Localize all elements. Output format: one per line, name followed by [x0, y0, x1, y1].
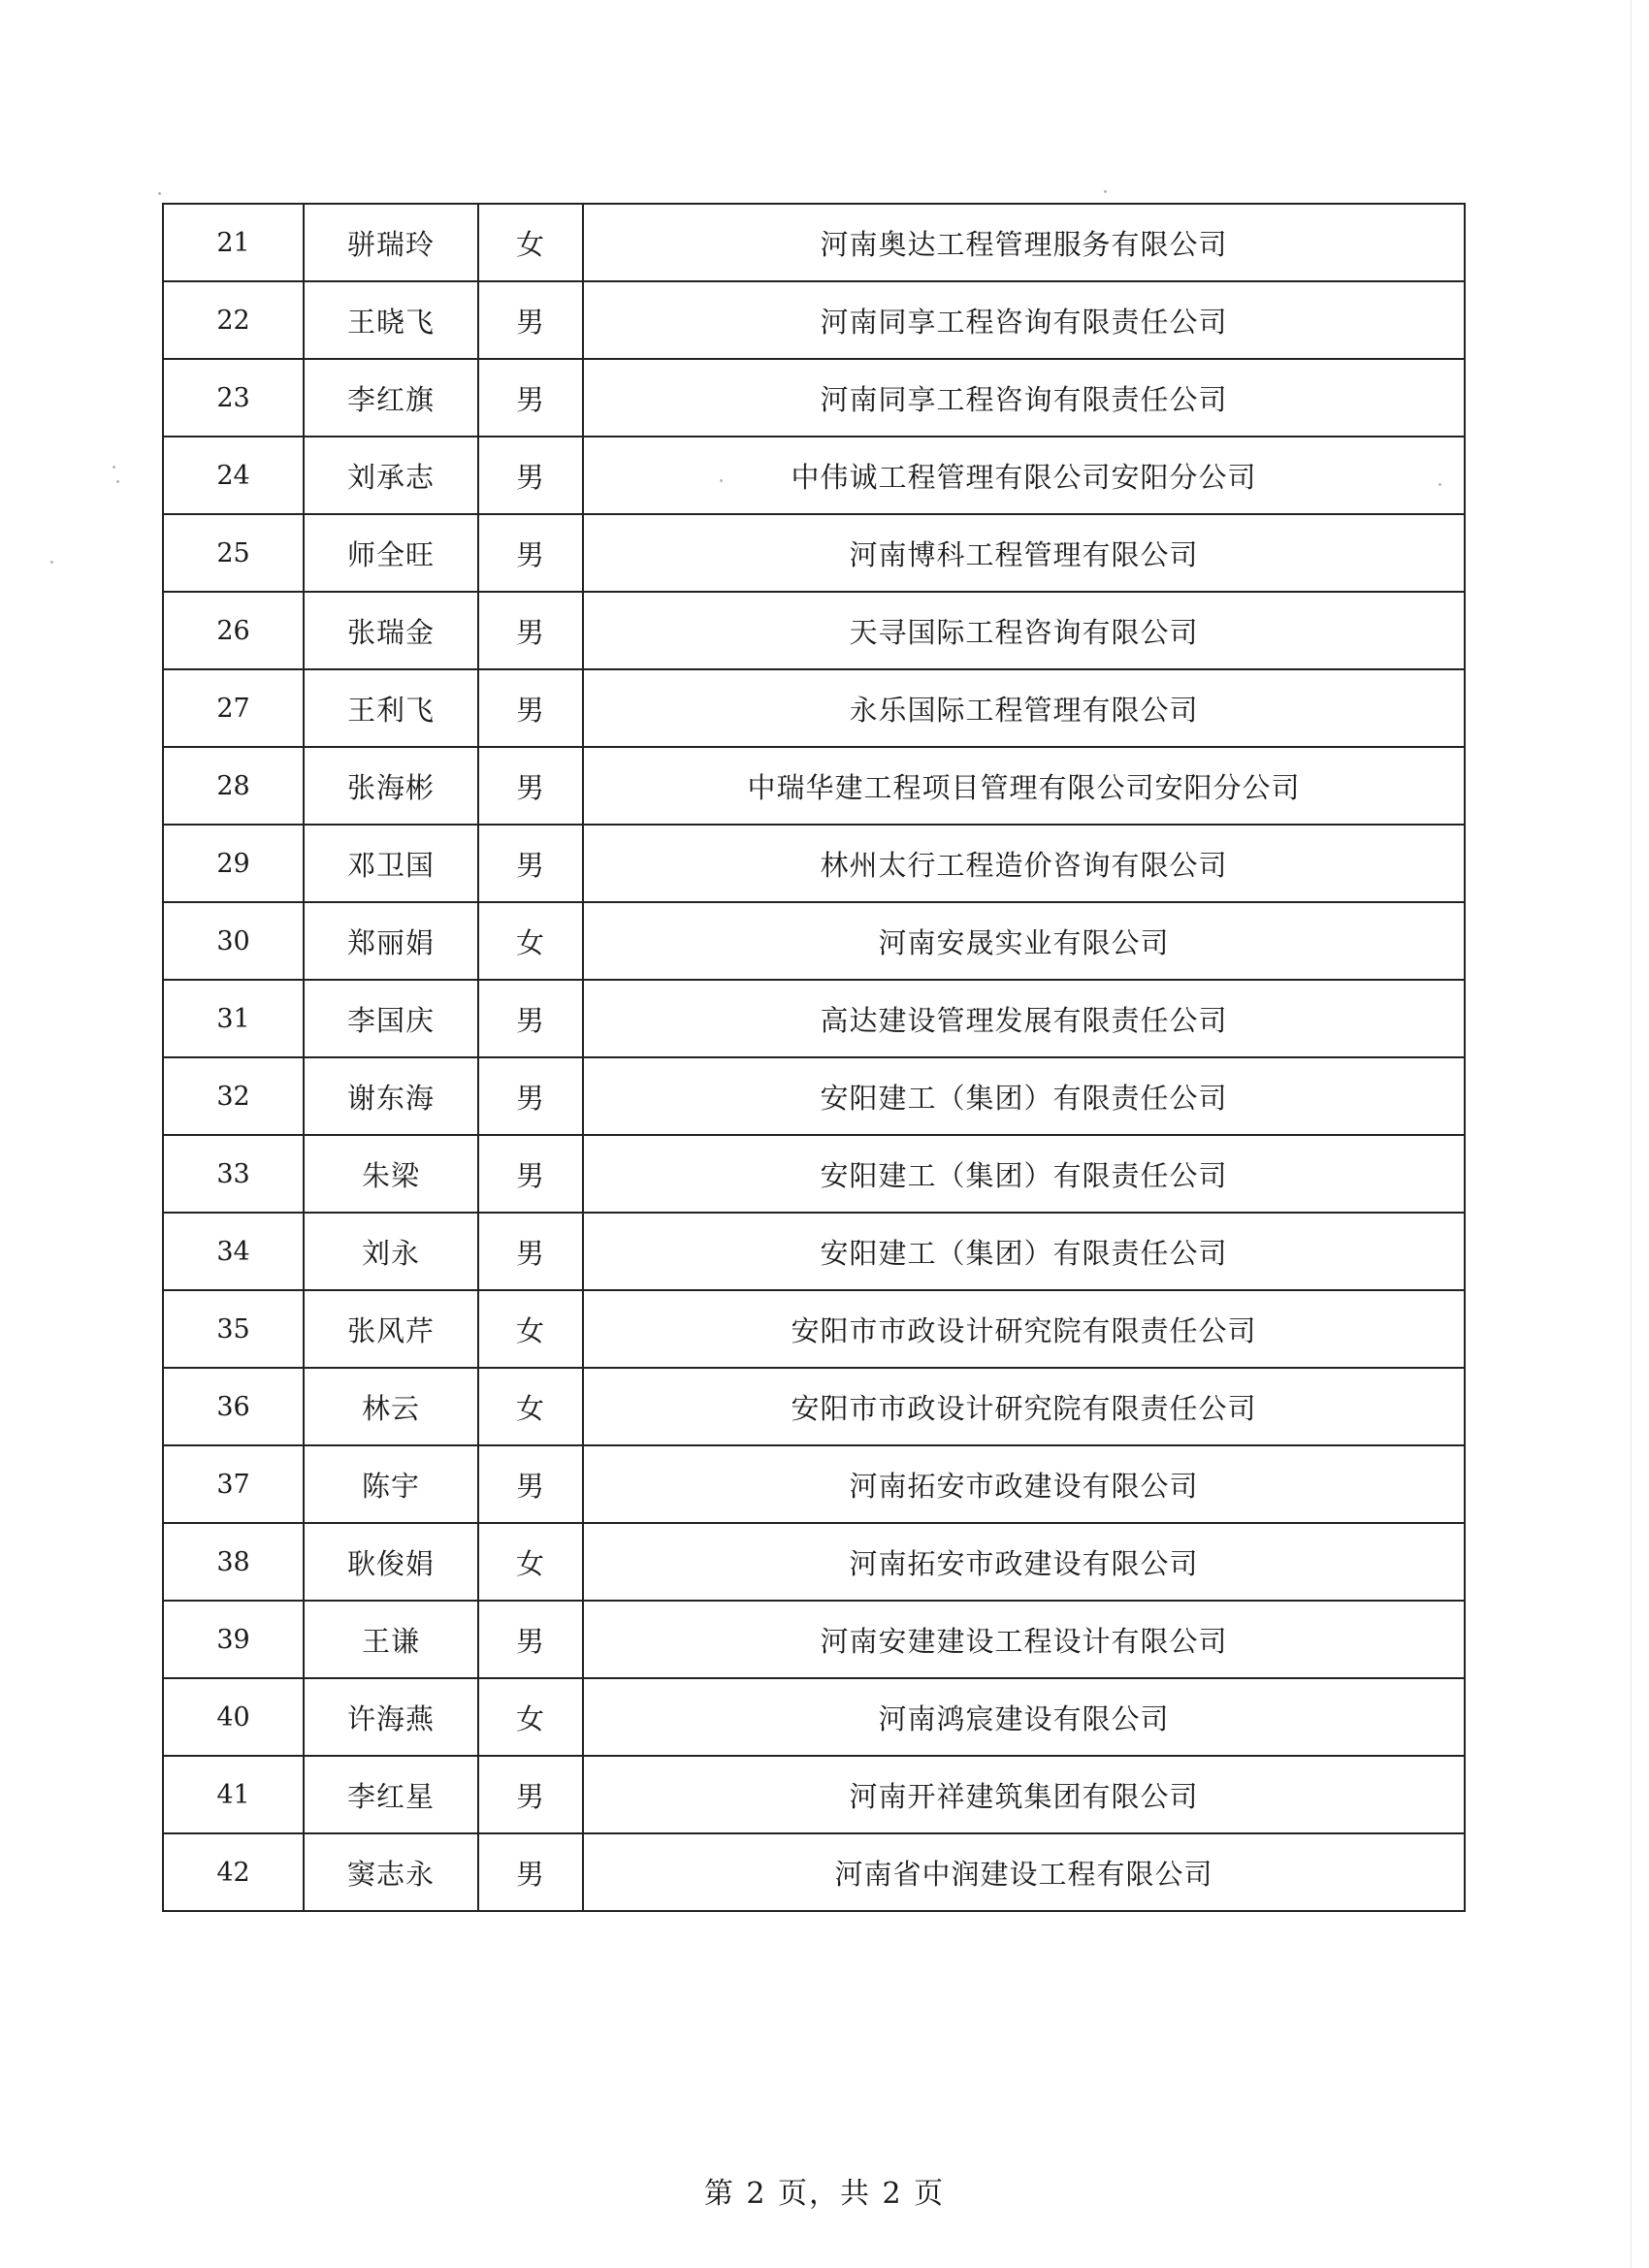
name-cell: 王谦 [304, 1601, 478, 1678]
scan-speck [116, 480, 119, 483]
company-cell: 河南拓安市政建设有限公司 [583, 1445, 1465, 1523]
company-cell: 中瑞华建工程项目管理有限公司安阳分公司 [583, 747, 1465, 825]
gender-cell: 男 [478, 747, 583, 825]
gender-cell: 女 [478, 204, 583, 281]
company-cell: 河南拓安市政建设有限公司 [583, 1523, 1465, 1601]
name-cell: 李红星 [304, 1756, 478, 1833]
table-row [163, 437, 1465, 514]
gender-cell: 女 [478, 1678, 583, 1756]
company-cell: 河南开祥建筑集团有限公司 [583, 1756, 1465, 1833]
company-cell: 安阳建工（集团）有限责任公司 [583, 1213, 1465, 1290]
row-number-cell: 23 [163, 359, 304, 437]
company-cell: 河南同享工程咨询有限责任公司 [583, 359, 1465, 437]
table-row [163, 1368, 1465, 1445]
table-row [163, 204, 1465, 281]
gender-cell: 女 [478, 902, 583, 980]
name-cell: 刘承志 [304, 437, 478, 514]
company-cell: 河南博科工程管理有限公司 [583, 514, 1465, 592]
company-cell: 安阳市市政设计研究院有限责任公司 [583, 1290, 1465, 1368]
name-cell: 张海彬 [304, 747, 478, 825]
table-row [163, 980, 1465, 1057]
table-row [163, 514, 1465, 592]
gender-cell: 男 [478, 514, 583, 592]
table-row [163, 1057, 1465, 1135]
row-number-cell: 31 [163, 980, 304, 1057]
name-cell: 陈宇 [304, 1445, 478, 1523]
name-cell: 骈瑞玲 [304, 204, 478, 281]
row-number-cell: 38 [163, 1523, 304, 1601]
name-cell: 李国庆 [304, 980, 478, 1057]
row-number-cell: 24 [163, 437, 304, 514]
table-row [163, 747, 1465, 825]
gender-cell: 女 [478, 1523, 583, 1601]
page-number-footer: 第 2 页，共 2 页 [703, 2177, 946, 2211]
gender-cell: 男 [478, 359, 583, 437]
row-number-cell: 32 [163, 1057, 304, 1135]
table-row [163, 1213, 1465, 1290]
name-cell: 王利飞 [304, 669, 478, 747]
row-number-cell: 27 [163, 669, 304, 747]
row-number-cell: 41 [163, 1756, 304, 1833]
gender-cell: 男 [478, 281, 583, 359]
name-cell: 李红旗 [304, 359, 478, 437]
company-cell: 安阳建工（集团）有限责任公司 [583, 1057, 1465, 1135]
name-cell: 林云 [304, 1368, 478, 1445]
name-cell: 师全旺 [304, 514, 478, 592]
table-row [163, 281, 1465, 359]
company-cell: 高达建设管理发展有限责任公司 [583, 980, 1465, 1057]
row-number-cell: 30 [163, 902, 304, 980]
gender-cell: 男 [478, 1601, 583, 1678]
company-cell: 安阳市市政设计研究院有限责任公司 [583, 1368, 1465, 1445]
gender-cell: 男 [478, 825, 583, 902]
name-cell: 郑丽娟 [304, 902, 478, 980]
company-cell: 河南省中润建设工程有限公司 [583, 1833, 1465, 1911]
table-row [163, 669, 1465, 747]
scan-speck [158, 192, 161, 195]
roster-table-body [163, 204, 1465, 1911]
table-row [163, 359, 1465, 437]
company-cell: 河南奥达工程管理服务有限公司 [583, 204, 1465, 281]
gender-cell: 男 [478, 592, 583, 669]
name-cell: 谢东海 [304, 1057, 478, 1135]
name-cell: 王晓飞 [304, 281, 478, 359]
gender-cell: 女 [478, 1368, 583, 1445]
name-cell: 刘永 [304, 1213, 478, 1290]
row-number-cell: 33 [163, 1135, 304, 1213]
company-cell: 河南安晟实业有限公司 [583, 902, 1465, 980]
gender-cell: 男 [478, 1833, 583, 1911]
row-number-cell: 21 [163, 204, 304, 281]
name-cell: 邓卫国 [304, 825, 478, 902]
table-row [163, 902, 1465, 980]
scan-speck [50, 561, 53, 564]
company-cell: 永乐国际工程管理有限公司 [583, 669, 1465, 747]
name-cell: 许海燕 [304, 1678, 478, 1756]
gender-cell: 男 [478, 1445, 583, 1523]
company-cell: 河南同享工程咨询有限责任公司 [583, 281, 1465, 359]
gender-cell: 男 [478, 1135, 583, 1213]
table-row [163, 1523, 1465, 1601]
row-number-cell: 34 [163, 1213, 304, 1290]
company-cell: 河南鸿宸建设有限公司 [583, 1678, 1465, 1756]
row-number-cell: 42 [163, 1833, 304, 1911]
table-row [163, 1601, 1465, 1678]
gender-cell: 男 [478, 980, 583, 1057]
table-row [163, 1290, 1465, 1368]
row-number-cell: 26 [163, 592, 304, 669]
scan-page-edge [1631, 0, 1632, 2268]
company-cell: 天寻国际工程咨询有限公司 [583, 592, 1465, 669]
name-cell: 张风芹 [304, 1290, 478, 1368]
table-row [163, 1678, 1465, 1756]
row-number-cell: 39 [163, 1601, 304, 1678]
scan-speck [113, 466, 115, 469]
table-row [163, 825, 1465, 902]
gender-cell: 男 [478, 669, 583, 747]
row-number-cell: 37 [163, 1445, 304, 1523]
gender-cell: 男 [478, 1057, 583, 1135]
row-number-cell: 25 [163, 514, 304, 592]
row-number-cell: 36 [163, 1368, 304, 1445]
gender-cell: 男 [478, 1213, 583, 1290]
name-cell: 朱梁 [304, 1135, 478, 1213]
row-number-cell: 28 [163, 747, 304, 825]
gender-cell: 男 [478, 1756, 583, 1833]
scan-speck [1104, 190, 1107, 193]
table-row [163, 1445, 1465, 1523]
company-cell: 林州太行工程造价咨询有限公司 [583, 825, 1465, 902]
row-number-cell: 40 [163, 1678, 304, 1756]
gender-cell: 男 [478, 437, 583, 514]
table-row [163, 1756, 1465, 1833]
name-cell: 张瑞金 [304, 592, 478, 669]
company-cell: 中伟诚工程管理有限公司安阳分公司 [583, 437, 1465, 514]
row-number-cell: 35 [163, 1290, 304, 1368]
row-number-cell: 29 [163, 825, 304, 902]
company-cell: 安阳建工（集团）有限责任公司 [583, 1135, 1465, 1213]
company-cell: 河南安建建设工程设计有限公司 [583, 1601, 1465, 1678]
roster-table [162, 203, 1466, 1912]
gender-cell: 女 [478, 1290, 583, 1368]
table-row [163, 1135, 1465, 1213]
name-cell: 窦志永 [304, 1833, 478, 1911]
table-row [163, 592, 1465, 669]
name-cell: 耿俊娟 [304, 1523, 478, 1601]
table-row [163, 1833, 1465, 1911]
row-number-cell: 22 [163, 281, 304, 359]
